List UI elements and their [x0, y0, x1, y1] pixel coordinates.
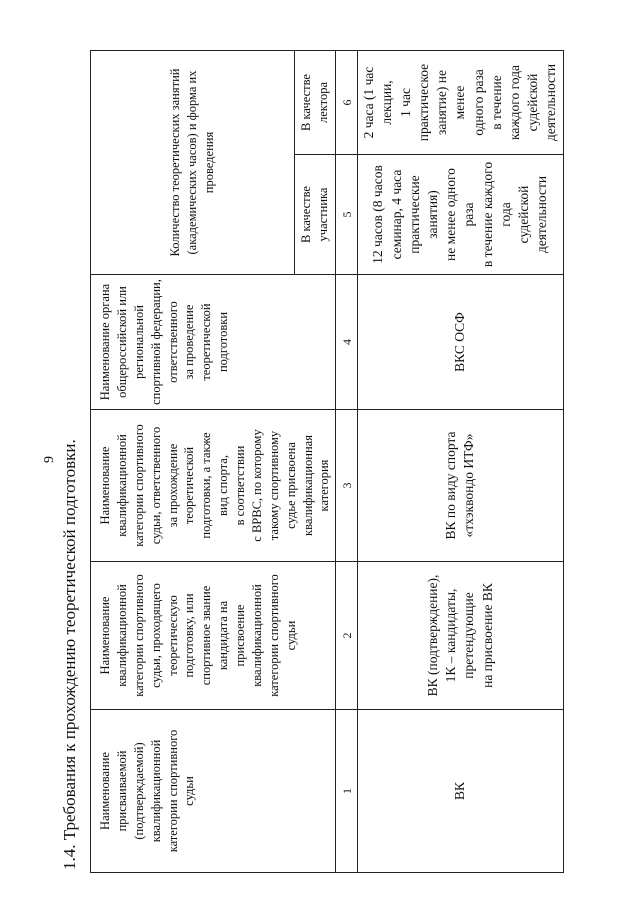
- column-number-2: 2: [336, 562, 358, 710]
- text-line: на присвоение ВК: [479, 583, 495, 688]
- header-as-lecturer: В качестве лектора: [294, 50, 336, 154]
- text-line: категория: [317, 459, 332, 512]
- column-number-1: 1: [336, 710, 358, 873]
- text-line: Количество теоретических занятий: [168, 68, 183, 257]
- text-line: проведения: [201, 131, 216, 194]
- text-line: в соответствии: [233, 445, 247, 526]
- text-line: квалификационной: [148, 739, 163, 843]
- column-number-6: 6: [336, 50, 358, 154]
- text-line: в течение каждого года: [479, 161, 513, 268]
- section-heading: 1.4. Требования к прохождению теоретической подготовки.: [60, 439, 79, 870]
- text-line: вид спорта,: [216, 455, 231, 516]
- text-line: судейской деятельности: [516, 175, 550, 254]
- text-line: категории спортивного: [266, 574, 281, 697]
- text-line: ВК (подтверждение),: [425, 574, 441, 697]
- text-line: одного раза: [470, 69, 486, 136]
- text-line: за прохождение: [165, 443, 180, 528]
- header-judge-in-training: [91, 562, 336, 710]
- text-line: судейской деятельности: [525, 63, 559, 142]
- header-as-participant: В качестве участника: [294, 155, 336, 275]
- text-line: квалификационная: [300, 435, 315, 536]
- text-line: Наименование органа: [98, 283, 112, 401]
- text-line: категории спортивного: [131, 574, 146, 697]
- text-line: кандидата на: [216, 600, 231, 671]
- text-line: общероссийской или: [114, 286, 129, 398]
- text-line: 1 час практическое: [397, 63, 431, 142]
- text-line: ВК по виду спорта: [443, 431, 459, 540]
- text-line: теоретическую: [165, 595, 180, 676]
- page-number: 9: [42, 456, 57, 463]
- text-line: (академических часов) и форма их: [184, 70, 199, 255]
- cell-candidates: [358, 562, 563, 710]
- text-line: Наименование: [98, 596, 112, 675]
- text-line: судьи: [283, 620, 298, 651]
- text-line: семинар, 4 часа: [388, 169, 404, 260]
- text-line: подготовку, или: [182, 593, 197, 678]
- text-line: 1К – кандидаты,: [443, 588, 459, 683]
- text-line: присваиваемой: [114, 750, 129, 832]
- text-line: присвоение: [233, 604, 247, 667]
- text-line: ВКС ОСФ: [452, 312, 468, 372]
- cell-participant-hours: [358, 155, 563, 275]
- cell-category: [358, 710, 563, 873]
- text-line: судьи, проходящего: [148, 583, 163, 688]
- text-line: подготовки: [216, 311, 231, 373]
- column-number-5: 5: [336, 155, 358, 275]
- text-line: «тхэквондо ИТФ»: [461, 433, 477, 538]
- text-line: такому спортивному: [266, 430, 281, 541]
- header-qualification-category: [91, 710, 336, 873]
- text-line: занятие) не менее: [434, 70, 468, 135]
- text-line: судьи: [182, 776, 197, 806]
- text-line: судьи, ответственного: [148, 426, 163, 545]
- text-line: квалификационной: [114, 584, 129, 687]
- requirements-table: [90, 50, 564, 873]
- header-responsible-judge-category: [91, 410, 336, 562]
- text-line: претендующие: [461, 592, 477, 679]
- text-line: категории спортивного: [131, 424, 146, 547]
- text-line: судье присвоена: [283, 442, 298, 529]
- header-theory-sessions-group: [91, 50, 295, 274]
- text-line: с ВРВС, по которому: [249, 429, 264, 542]
- text-line: в течение каждого года: [488, 64, 522, 141]
- text-line: категории спортивного: [165, 729, 180, 853]
- text-line: ответственного: [165, 301, 180, 383]
- text-line: квалификационной: [249, 584, 264, 687]
- text-line: Наименование: [98, 446, 112, 525]
- text-line: спортивной федерации,: [148, 279, 163, 405]
- text-line: теоретической: [199, 303, 214, 381]
- text-line: 12 часов (8 часов: [370, 165, 386, 264]
- text-line: теоретической: [182, 446, 197, 525]
- text-line: Наименование: [98, 752, 112, 830]
- text-line: практические занятия): [406, 175, 441, 254]
- column-number-4: 4: [336, 275, 358, 410]
- column-number-3: 3: [336, 410, 358, 562]
- text-line: за проведение: [182, 304, 197, 380]
- header-federation-body: [91, 275, 336, 410]
- text-line: ВК: [452, 782, 468, 801]
- text-line: спортивное звание: [199, 585, 214, 686]
- text-line: квалификационной: [114, 434, 129, 537]
- cell-lecturer-hours: [358, 50, 563, 154]
- text-line: региональной: [131, 305, 146, 379]
- text-line: 2 часа (1 час лекции,: [361, 66, 395, 139]
- text-line: (подтверждаемой): [131, 742, 146, 840]
- text-line: подготовки, а также: [199, 432, 214, 539]
- text-line: не менее одного раза: [443, 168, 477, 261]
- cell-sport: [358, 410, 563, 562]
- cell-responsible-body: [358, 275, 563, 410]
